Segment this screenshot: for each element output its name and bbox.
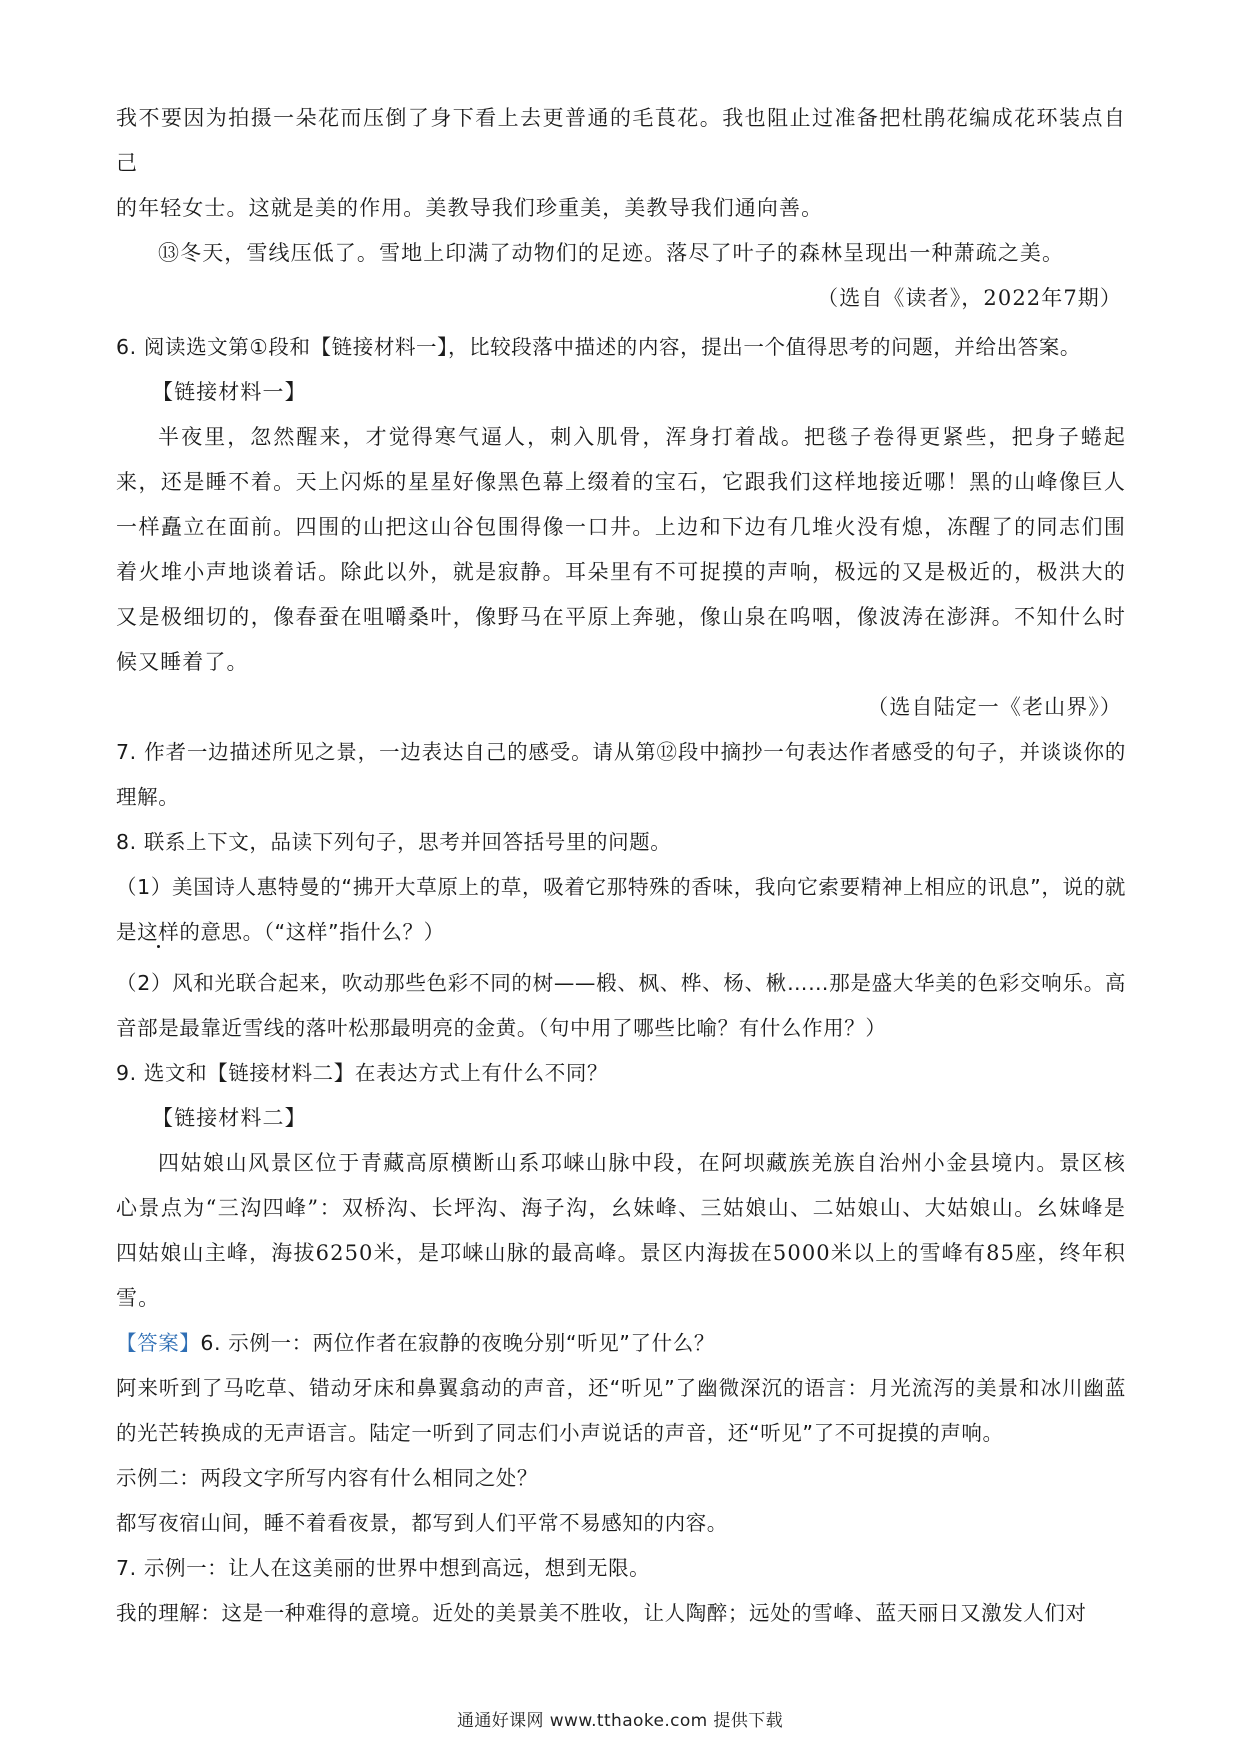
question-9: 9. 选文和【链接材料二】在表达方式上有什么不同？ <box>116 1061 609 1085</box>
answer-6-head <box>116 1321 1126 1366</box>
answer-tag: 【答案】 <box>116 1331 201 1355</box>
material-1-label: 【链接材料一】 <box>152 380 307 404</box>
passage-tail-line2: 的年轻女士。这就是美的作用。美教导我们珍重美，美教导我们通向善。 <box>116 196 824 220</box>
answer-7-head: 7. 示例一：让人在这美丽的世界中想到高远，想到无限。 <box>116 1556 651 1580</box>
material-2-text: 四姑娘山风景区位于青藏高原横断山系邛崃山脉中段，在阿坝藏族羌族自治州小金县境内。景区核心景点为“三沟四峰”：双桥沟、长坪沟、海子沟，幺妹峰、三姑娘山、二姑娘山、大姑娘山。幺妹峰是四姑娘山主峰，海拔6250米，是邛崃山脉的最高峰。景区内海拔在5000米以上的雪峰有85座，终年积雪。 <box>116 1151 1126 1310</box>
answer-6-body2: 都写夜宿山间，睡不着看夜景，都写到人们平常不易感知的内容。 <box>116 1511 728 1535</box>
answer-7-body: 我的理解：这是一种难得的意境。近处的美景美不胜收，让人陶醉；远处的雪峰、蓝天丽日又激发人们对 <box>116 1601 1087 1625</box>
material-1-source: （选自陆定一《老山界》） <box>867 695 1122 719</box>
material-2-label: 【链接材料二】 <box>152 1106 307 1130</box>
passage-paragraph-13: ⑬冬天，雪线压低了。雪地上印满了动物们的足迹。落尽了叶子的森林呈现出一种萧疏之美。 <box>158 241 1065 265</box>
passage-source: （选自《读者》，2022年7期） <box>817 286 1122 310</box>
answer-6-body1: 阿来听到了马吃草、错动牙床和鼻翼翕动的声音，还“听见”了幽微深沉的语言：月光流泻的美景和冰川幽蓝的光芒转换成的无声语言。陆定一听到了同志们小声说话的声音，还“听见”了不可捉摸的声响。 <box>116 1376 1126 1445</box>
material-1-text: 半夜里，忽然醒来，才觉得寒气逼人，刺入肌骨，浑身打着战。把毯子卷得更紧些，把身子蜷起来，还是睡不着。天上闪烁的星星好像黑色幕上缀着的宝石，它跟我们这样地接近哪！黑的山峰像巨人一样矗立在面前。四围的山把这山谷包围得像一口井。上边和下边有几堆火没有熄，冻醒了的同志们围着火堆小声地谈着话。除此以外，就是寂静。耳朵里有不可捉摸的声响，极远的又是极近的，极洪大的又是极细切的，像春蚕在咀嚼桑叶，像野马在平原上奔驰，像山泉在呜咽，像波涛在澎湃。不知什么时候又睡着了。 <box>116 425 1126 674</box>
footer-watermark: 通通好课网 www.tthaoke.com 提供下载 <box>456 1711 784 1731</box>
answer-6-head-text: 6. 示例一：两位作者在寂静的夜晚分别“听见”了什么？ <box>200 1331 715 1355</box>
answer-6-example2: 示例二：两段文字所写内容有什么相同之处？ <box>116 1466 538 1490</box>
passage-tail-line1: 我不要因为拍摄一朵花而压倒了身下看上去更普通的毛茛花。我也阻止过准备把杜鹃花编成花环装点自己 <box>116 106 1126 175</box>
question-8-sub1 <box>116 865 1126 955</box>
question-8: 8. 联系上下文，品读下列句子，思考并回答括号里的问题。 <box>116 830 672 854</box>
question-8-sub2: （2）风和光联合起来，吹动那些色彩不同的树——椴、枫、桦、杨、楸……那是盛大华美的色彩交响乐。高音部是最靠近雪线的落叶松那最明亮的金黄。（句中用了哪些比喻？有什么作用？） <box>116 971 1126 1040</box>
question-8-sub1-before: （1）美国诗人惠特曼的“拂开大草原上的草，吸着它那特殊的香味，我向它索要精神上相应的讯息”，说的就是 <box>116 875 1126 944</box>
question-6: 6. 阅读选文第①段和【链接材料一】，比较段落中描述的内容，提出一个值得思考的问题，并给出答案。 <box>116 335 1082 359</box>
emphasis-zheyang: 这样 <box>137 920 180 944</box>
exam-page <box>116 96 1126 1636</box>
question-7: 7. 作者一边描述所见之景，一边表达自己的感受。请从第⑫段中摘抄一句表达作者感受的句子，并谈谈你的理解。 <box>116 740 1126 809</box>
question-8-sub1-after: 的意思。（“这样”指什么？） <box>179 920 445 944</box>
